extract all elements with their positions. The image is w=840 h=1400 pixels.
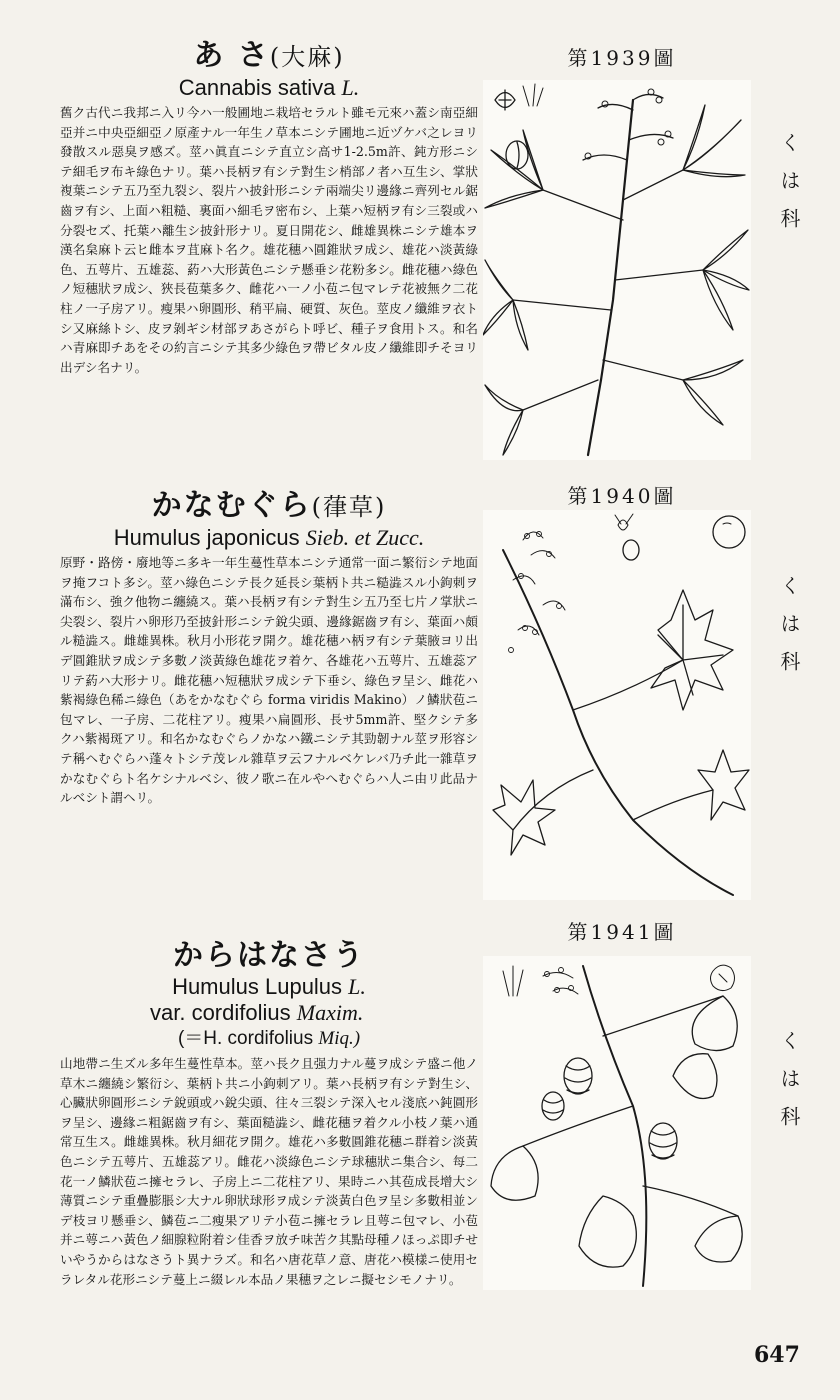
entry-description: 山地帶ニ生ズル多年生蔓性草本。莖ハ長ク且强力ナル蔓ヲ成シテ盛ニ他ノ草木ニ纏繞シ繁衍シ、葉柄ト共ニ小鉤刺アリ。葉ハ長柄ヲ有シテ對生シ、心臟狀卵圓形ニシテ銳頭或ハ銳尖頭、往々三裂シテ深入セル淺底ハ鈍圓形ヲ呈シ、邊緣ニ粗鋸齒ヲ有シ、葉面糙澁シ、雌花穗ヲ着クル小枝ノ葉ハ通常互生ス。雌雄異株。秋月細花ヲ開ク。雄花ハ多數圓錐花穗ニ群着シ淡黃色ニシテ五萼片、五雄蕊アリ。雌花ハ淡綠色ニシテ球穗狀ニ集合シ、每二花一ノ鱗狀苞ニ擁セラレ、子房上ニ二花柱アリ、果時ニハ其苞成長增大シ薄質ニシテ重疊膨脹シ大ナル卵狀球形ヲ成シテ淡黃白色ヲ呈シ多數相並ンデ枝ヨリ懸垂シ、鱗苞ニ二瘦果アリテ小苞ニ擁セラレ且萼ニ包マレ、小苞并ニ萼ニハ黃色ノ細腺粒附着シ佳香ヲ放チ味苦ク其點母種ノほっぷ即チせいやうからはなさうト異ナラズ。和名ハ唐花草ノ意、唐花ハ模樣ニ使用セラレタル花形ニシテ蔓上ニ綴レル本品ノ果穗ヲ之レニ擬セシモノナリ。: [60, 1056, 478, 1287]
japanese-name: あ さ: [193, 38, 270, 73]
entry-asa: [60, 38, 478, 377]
page-number: 647: [754, 1342, 800, 1368]
latin-binomial: Humulus Lupulus: [172, 974, 343, 999]
entry-description: 舊ク古代ニ我邦ニ入リ今ハ一般圃地ニ栽培セラルト雖モ元來ハ蓋シ南亞細亞并ニ中央亞細亞ノ原產ナル一年生ノ草本ニシテ圃地ニ近ヅケバ之レヨリ發散スル惡臭ヲ感ズ。莖ハ眞直ニシテ直立シ高サ1-2.5m許、鈍方形ニシテ細毛ヲ布キ綠色ナリ。葉ハ長柄ヲ有シテ對生シ梢部ノ者ハ互生シ、掌狀複葉ニシテ五乃至九裂シ、裂片ハ披針形ニシテ兩端尖リ邊緣ニ齊列セル鋸齒ヲ有シ、上面ハ粗糙、裏面ハ細毛ヲ密布シ、上葉ハ短柄ヲ有シ三裂或ハ分裂セズ、托葉ハ離生シ披針形ナリ。夏日開花シ、雌雄異株ニシテ雄本ヲ漢名枲麻ト云ヒ雌本ヲ苴麻ト名ク。雄花穗ハ圓錐狀ヲ成シ、雄花ハ淡黃綠色、五萼片、五雄蕊、葯ハ大形黃色ニシテ懸垂シ花粉多シ。雌花穗ハ綠色ノ短穗狀ヲ成シ、狹長苞葉多ク、雌花ハ一ノ小苞ニ包マレテ花被無ク二花柱ノ一子房アリ。瘦果ハ卵圓形、稍平扁、硬質、灰色。莖皮ノ纖維ヲ衣トシ又麻絲トシ、皮ヲ剝ギシ材部ヲあさがらト呼ビ、種子ヲ食用トス。和名ハ青麻即チあをその約言ニシテ其多少綠色ヲ帶ビタル皮ノ纖維即チそヨリ出デシ名ナリ。: [60, 105, 478, 375]
japanese-name: かなむぐら: [151, 488, 312, 523]
entry-description: 原野・路傍・廢地等ニ多キ一年生蔓性草本ニシテ通常一面ニ繁衍シテ地面ヲ掩フコト多シ。莖ハ綠色ニシテ長ク延長シ葉柄ト共ニ糙澁スル小鉤刺ヲ滿布シ、強ク他物ニ纏繞ス。葉ハ長柄ヲ有シテ對生シ五乃至七片ノ掌狀ニ尖裂シ、裂片ハ卵形乃至披針形ニシテ銳尖頭、邊緣鋸齒ヲ有シ、葉面ハ頗ル糙澁ス。雌雄異株。秋月小形花ヲ開ク。雄花穗ハ柄ヲ有シテ葉腋ヨリ出デ圓錐狀ヲ成シテ多數ノ淡黃綠色雄花ヲ着ケ、各雄花ハ五萼片、五雄蕊アリテ葯ハ大形ナリ。雌花穗ハ短穗狀ヲ成シテ下垂シ、綠色ヲ呈シ、雌花ハ紫褐綠色稀ニ綠色（あをかなむぐら forma viridis Makino）ノ鱗狀苞ニ包マレ、一子房、二花柱アリ。瘦果ハ扁圓形、長サ5mm許、堅クシテ多クハ紫褐斑アリ。和名かなむぐらノかなハ鐵ニシテ其勁韌ナル莖ヲ形容シテ稱ヘむぐらハ蓬々トシテ茂レル雜草ヲ云フナルベケレバ乃チ此一雜草ヲかなむぐらト名ケシナルベシ、彼ノ歌ニ在ルやへむぐらハ人ニ由リ此品ナルベシト謂ヘリ。: [60, 555, 478, 806]
scientific-name: [60, 525, 478, 551]
scientific-name: [60, 75, 478, 101]
family-label: くは科: [777, 575, 801, 689]
latin-binomial: Cannabis sativa: [178, 75, 336, 100]
figure-label-1941: 第1941圖: [567, 920, 677, 944]
latin-author: L.: [341, 75, 360, 100]
synonym-epithet: (＝H. cordifolius: [177, 1028, 314, 1049]
entry-kanamugura: [60, 488, 478, 808]
entry-karahanasou: [60, 938, 478, 1289]
variety-epithet: var. cordifolius: [150, 1000, 291, 1025]
family-label: くは科: [777, 132, 801, 246]
family-label: くは科: [777, 1030, 801, 1144]
cannabis-illustration: [483, 80, 751, 460]
latin-binomial: Humulus japonicus: [113, 525, 300, 550]
karahanasou-illustration: [483, 956, 751, 1290]
entry-title: [60, 938, 478, 974]
entry-title: [60, 38, 478, 75]
synonym-name: [60, 1026, 478, 1052]
synonym-author: Miq.): [318, 1028, 361, 1049]
latin-author: Sieb. et Zucc.: [305, 525, 425, 550]
kanji-name: (葎草): [311, 493, 387, 521]
figure-label-1940: 第1940圖: [567, 484, 677, 508]
latin-author: L.: [348, 974, 366, 999]
variety-author: Maxim.: [296, 1000, 364, 1025]
figure-label-1939: 第1939圖: [567, 46, 677, 70]
scientific-name: [60, 974, 478, 1000]
japanese-name: からはなさう: [173, 938, 365, 973]
kanamugura-illustration: [483, 510, 751, 900]
variety-name: [60, 1000, 478, 1026]
entry-title: [60, 488, 478, 525]
kanji-name: (大麻): [269, 43, 345, 71]
